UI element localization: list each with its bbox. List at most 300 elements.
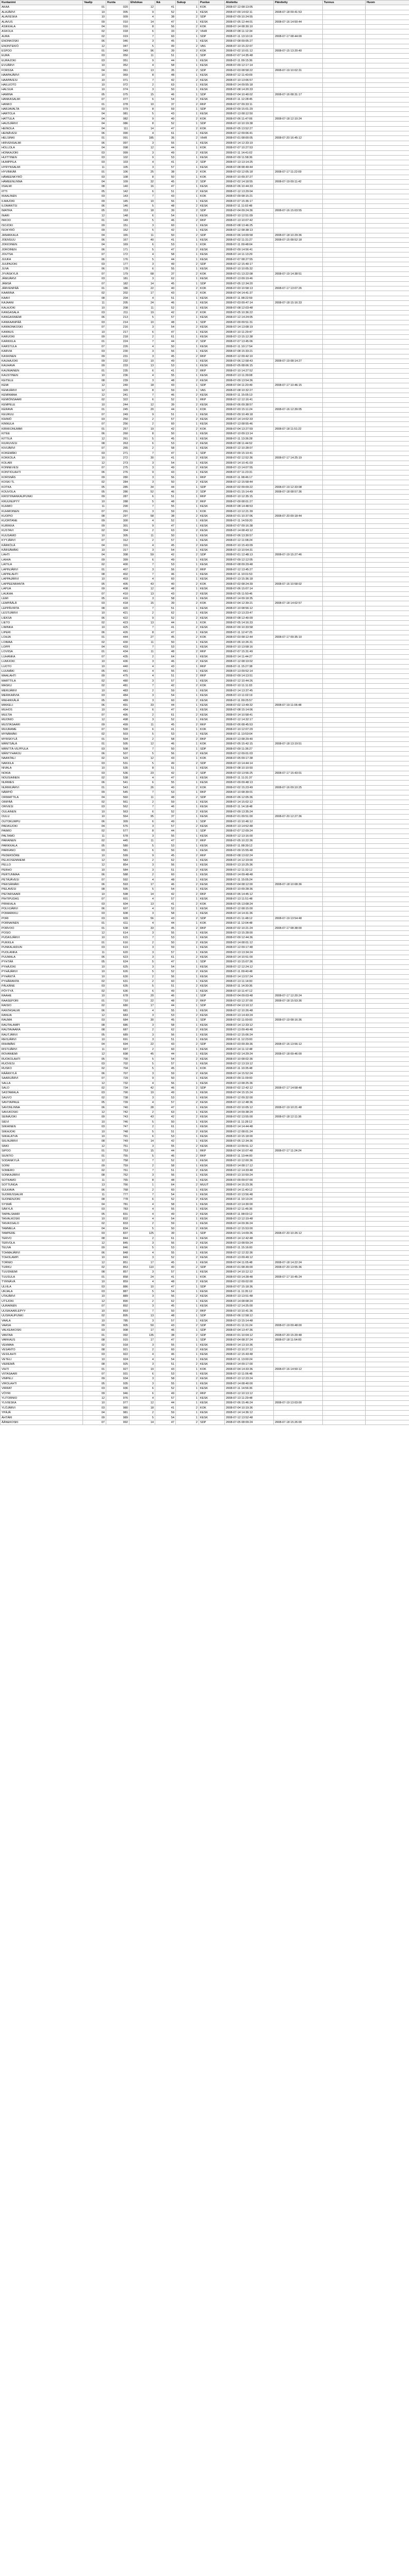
table-cell[interactable] (274, 402, 323, 407)
table-cell[interactable]: KESK (199, 533, 225, 538)
table-cell[interactable]: 3 (129, 1256, 155, 1260)
table-cell[interactable]: LOHJA (1, 635, 83, 640)
table-cell[interactable]: 05 (83, 960, 106, 964)
table-cell[interactable]: 06 (83, 238, 106, 242)
table-cell[interactable] (274, 945, 323, 950)
table-cell[interactable]: 686 (106, 1023, 129, 1027)
table-cell[interactable]: 263 (106, 441, 129, 446)
table-cell[interactable] (274, 1357, 323, 1362)
table-cell[interactable]: 280 (106, 475, 129, 480)
table-cell[interactable]: 2008-07-06 14:09:58 (225, 233, 274, 238)
table-cell[interactable] (366, 882, 409, 887)
table-cell[interactable]: SAVUKOSKI (1, 1110, 83, 1115)
table-cell[interactable]: 595 (106, 887, 129, 892)
table-cell[interactable]: SODANKYLÄ (1, 1159, 83, 1163)
table-cell[interactable]: 63 (155, 82, 176, 87)
table-cell[interactable] (323, 543, 366, 548)
table-cell[interactable]: 01 (83, 926, 106, 930)
table-cell[interactable]: MUURAME (1, 727, 83, 732)
table-cell[interactable]: 52 (155, 616, 176, 620)
table-cell[interactable] (323, 940, 366, 945)
table-cell[interactable]: 4 (129, 906, 155, 911)
table-cell[interactable]: KESK (199, 1299, 225, 1303)
table-cell[interactable]: 309 (106, 819, 129, 824)
table-cell[interactable] (323, 795, 366, 800)
table-cell[interactable]: PÖYTYÄ (1, 989, 83, 993)
table-cell[interactable]: 47 (155, 960, 176, 964)
table-cell[interactable]: KESK (199, 523, 225, 528)
table-cell[interactable]: 47 (155, 247, 176, 252)
table-cell[interactable]: VIHTI (1, 1367, 83, 1371)
table-cell[interactable] (366, 1304, 409, 1309)
table-cell[interactable]: 49 (155, 819, 176, 824)
table-cell[interactable]: 5 (129, 44, 155, 48)
table-cell[interactable]: 578 (106, 834, 129, 838)
table-cell[interactable]: 125 (129, 1231, 155, 1236)
table-cell[interactable]: 2008-07-17 11:24:24 (274, 1149, 323, 1154)
table-cell[interactable]: 1 (176, 936, 199, 940)
table-cell[interactable]: 55 (155, 1250, 176, 1255)
table-cell[interactable]: 49 (155, 1091, 176, 1095)
table-cell[interactable] (274, 466, 323, 470)
table-cell[interactable]: 5 (129, 112, 155, 116)
table-cell[interactable]: 06 (83, 1008, 106, 1013)
table-cell[interactable] (366, 432, 409, 436)
table-cell[interactable]: 2008-07-08 08:49:44 (225, 165, 274, 170)
table-cell[interactable] (323, 1280, 366, 1284)
table-cell[interactable]: JOENSUU (1, 238, 83, 242)
table-cell[interactable]: 41 (155, 368, 176, 373)
table-cell[interactable]: 887 (106, 1290, 129, 1294)
table-cell[interactable] (323, 1328, 366, 1333)
table-cell[interactable]: NOUSIAINEN (1, 776, 83, 781)
table-cell[interactable]: 1 (176, 54, 199, 58)
table-cell[interactable]: 1 (176, 557, 199, 562)
table-cell[interactable]: LEMI (1, 596, 83, 601)
table-cell[interactable] (323, 926, 366, 930)
table-cell[interactable]: KOK (199, 601, 225, 606)
table-cell[interactable] (323, 1377, 366, 1381)
table-cell[interactable]: 2008-07-11 15:16:00 (225, 1246, 274, 1250)
table-cell[interactable]: 10 (83, 1120, 106, 1124)
table-cell[interactable]: 2008-07-11 08:22:59 (225, 296, 274, 300)
table-cell[interactable]: 2008-07-13 10:07:42 (225, 218, 274, 223)
table-cell[interactable]: 2008-07-12 12:24:12 (225, 964, 274, 969)
table-cell[interactable]: 11 (83, 1178, 106, 1182)
table-cell[interactable] (323, 1091, 366, 1095)
table-cell[interactable] (274, 1183, 323, 1188)
table-cell[interactable]: SDP (199, 54, 225, 58)
table-cell[interactable] (323, 1309, 366, 1313)
table-cell[interactable]: KESK (199, 858, 225, 862)
table-cell[interactable]: 06 (83, 781, 106, 785)
table-cell[interactable]: 1 (176, 1091, 199, 1095)
table-cell[interactable]: FORSSA (1, 68, 83, 73)
table-cell[interactable]: KEMI (1, 383, 83, 388)
table-cell[interactable]: 50 (155, 432, 176, 436)
table-cell[interactable] (366, 1222, 409, 1226)
table-cell[interactable]: 1 (176, 548, 199, 552)
table-cell[interactable]: 53 (155, 243, 176, 247)
table-cell[interactable] (366, 611, 409, 616)
table-cell[interactable] (323, 974, 366, 979)
table-cell[interactable] (274, 78, 323, 82)
table-cell[interactable]: 561 (106, 800, 129, 805)
table-cell[interactable]: 2 (176, 650, 199, 654)
table-cell[interactable]: KESK (199, 1047, 225, 1052)
table-cell[interactable]: 1 (176, 1037, 199, 1042)
table-cell[interactable]: 36 (155, 136, 176, 141)
table-cell[interactable]: 235 (106, 368, 129, 373)
table-cell[interactable]: 58 (155, 911, 176, 916)
table-cell[interactable]: 2 (176, 1391, 199, 1396)
table-cell[interactable]: 2008-07-11 15:27:38 (225, 664, 274, 669)
table-cell[interactable]: 256 (106, 422, 129, 427)
table-cell[interactable] (366, 335, 409, 340)
table-cell[interactable]: 110 (129, 1265, 155, 1270)
table-cell[interactable] (323, 664, 366, 669)
table-cell[interactable]: 853 (106, 1265, 129, 1270)
table-cell[interactable] (323, 863, 366, 868)
table-cell[interactable]: 4 (129, 1357, 155, 1362)
table-cell[interactable] (366, 1173, 409, 1178)
table-cell[interactable] (323, 751, 366, 756)
table-cell[interactable]: 10 (83, 577, 106, 582)
table-cell[interactable]: KESK (199, 669, 225, 674)
table-cell[interactable]: KRUUNUPYY (1, 499, 83, 504)
table-cell[interactable] (366, 1371, 409, 1376)
table-cell[interactable]: MÄNTSÄLÄ (1, 742, 83, 747)
table-cell[interactable]: LAHTI (1, 553, 83, 557)
table-cell[interactable]: 2008-07-01 15:14:49 (225, 490, 274, 495)
table-cell[interactable] (274, 824, 323, 829)
table-cell[interactable]: 42 (155, 771, 176, 775)
table-cell[interactable]: 226 (106, 344, 129, 349)
table-cell[interactable]: 53 (155, 790, 176, 795)
table-cell[interactable]: 01 (83, 635, 106, 640)
table-cell[interactable] (366, 223, 409, 228)
table-cell[interactable]: 64 (155, 654, 176, 659)
table-cell[interactable]: KESK (199, 940, 225, 945)
table-cell[interactable]: 2 (176, 480, 199, 485)
table-cell[interactable]: 58 (155, 1163, 176, 1168)
table-cell[interactable] (274, 761, 323, 766)
table-cell[interactable]: KESK (199, 470, 225, 475)
column-header[interactable]: Ikä (155, 1, 176, 5)
table-cell[interactable]: 2008-07-13 13:51:48 (225, 1294, 274, 1299)
table-cell[interactable]: 2 (176, 354, 199, 359)
table-cell[interactable]: KESK (199, 974, 225, 979)
table-cell[interactable]: 2 (176, 955, 199, 960)
table-cell[interactable]: 2008-07-11 09:15:36 (225, 58, 274, 63)
table-cell[interactable]: 257 (106, 427, 129, 431)
table-cell[interactable] (366, 815, 409, 819)
table-cell[interactable]: 791 (106, 1134, 129, 1139)
table-cell[interactable]: 179 (106, 272, 129, 276)
table-cell[interactable]: 01 (83, 340, 106, 344)
table-cell[interactable]: KESK (199, 73, 225, 78)
table-cell[interactable]: 505 (106, 742, 129, 747)
table-cell[interactable]: 5 (129, 204, 155, 209)
table-cell[interactable] (323, 601, 366, 606)
table-cell[interactable] (366, 567, 409, 572)
table-cell[interactable] (366, 44, 409, 48)
table-cell[interactable]: 423 (106, 621, 129, 625)
table-cell[interactable] (366, 160, 409, 165)
table-cell[interactable]: 59 (155, 107, 176, 111)
table-cell[interactable]: 2 (176, 553, 199, 557)
table-cell[interactable]: KESK (199, 611, 225, 616)
table-cell[interactable]: 03 (83, 311, 106, 315)
table-cell[interactable]: 2008-07-02 12:42:12 (225, 1086, 274, 1091)
table-cell[interactable]: 4 (129, 897, 155, 902)
table-cell[interactable]: SDP (199, 15, 225, 20)
table-cell[interactable]: RKP (199, 354, 225, 359)
table-cell[interactable]: KESK (199, 1197, 225, 1202)
table-cell[interactable]: 51 (155, 1037, 176, 1042)
table-cell[interactable]: 1 (176, 1357, 199, 1362)
table-cell[interactable]: 12 (83, 1241, 106, 1246)
table-cell[interactable]: KOK (199, 408, 225, 412)
table-cell[interactable]: 598 (106, 892, 129, 896)
table-cell[interactable] (274, 262, 323, 266)
table-cell[interactable]: 42 (155, 553, 176, 557)
table-cell[interactable]: 37 (155, 815, 176, 819)
table-cell[interactable]: SDP (199, 451, 225, 455)
table-cell[interactable] (323, 621, 366, 625)
table-cell[interactable]: 854 (106, 863, 129, 868)
table-cell[interactable]: 4 (129, 1100, 155, 1105)
table-cell[interactable]: PIEKSÄMÄKI (1, 882, 83, 887)
table-cell[interactable]: 7 (129, 1168, 155, 1173)
table-cell[interactable] (323, 1338, 366, 1343)
table-cell[interactable]: 2008-07-12 15:40:17 (225, 262, 274, 266)
table-cell[interactable] (274, 156, 323, 160)
table-cell[interactable] (323, 964, 366, 969)
table-cell[interactable]: 400 (106, 563, 129, 567)
table-cell[interactable]: KESK (199, 204, 225, 209)
table-cell[interactable]: SAARIJÄRVI (1, 1076, 83, 1081)
table-cell[interactable]: 9 (129, 10, 155, 14)
table-cell[interactable]: 01 (83, 567, 106, 572)
table-cell[interactable]: 2008-07-13 15:28:00 (225, 931, 274, 936)
table-cell[interactable] (323, 141, 366, 145)
table-cell[interactable]: 576 (106, 824, 129, 829)
table-cell[interactable]: 2008-07-07 10:27:53 (225, 146, 274, 150)
table-cell[interactable]: VIROLAHTI (1, 1381, 83, 1386)
table-cell[interactable]: 60 (155, 873, 176, 877)
table-cell[interactable]: 11 (129, 839, 155, 843)
table-cell[interactable] (366, 970, 409, 974)
table-cell[interactable]: KALAJOKI (1, 306, 83, 310)
table-cell[interactable] (323, 698, 366, 703)
table-cell[interactable]: 2008-07-12 09:01:03 (225, 751, 274, 756)
table-cell[interactable]: 2008-07-12 13:29:04 (225, 189, 274, 194)
table-cell[interactable]: 2008-07-02 10:01:12 (225, 49, 274, 54)
table-cell[interactable]: 407 (106, 567, 129, 572)
table-cell[interactable] (274, 218, 323, 223)
table-cell[interactable] (366, 218, 409, 223)
table-cell[interactable]: KANNONKOSKI (1, 325, 83, 330)
table-cell[interactable]: 12 (83, 461, 106, 465)
table-cell[interactable]: KESK (199, 1120, 225, 1124)
table-cell[interactable]: 2008-07-08 15:33:21 (225, 349, 274, 354)
table-cell[interactable]: 2008-07-18 11:51:22 (274, 427, 323, 431)
table-cell[interactable]: SDP (199, 819, 225, 824)
table-cell[interactable] (323, 824, 366, 829)
table-cell[interactable] (274, 640, 323, 645)
table-cell[interactable]: 12 (83, 1013, 106, 1018)
table-cell[interactable] (366, 1207, 409, 1212)
table-cell[interactable]: 03 (83, 902, 106, 906)
table-cell[interactable]: SOTKAMO (1, 1178, 83, 1182)
table-cell[interactable]: 06 (83, 1250, 106, 1255)
table-cell[interactable]: SDP (199, 771, 225, 775)
table-cell[interactable] (366, 1028, 409, 1032)
table-cell[interactable]: 1 (176, 432, 199, 436)
table-cell[interactable]: 40 (155, 785, 176, 790)
table-cell[interactable] (323, 378, 366, 383)
table-cell[interactable]: 11 (129, 650, 155, 654)
table-cell[interactable]: TAIVASSALO (1, 1222, 83, 1226)
table-cell[interactable]: 2 (176, 926, 199, 930)
table-cell[interactable]: SALLA (1, 1081, 83, 1086)
table-cell[interactable] (323, 708, 366, 713)
table-cell[interactable] (323, 732, 366, 737)
table-cell[interactable]: 1 (176, 1023, 199, 1027)
table-cell[interactable]: 2 (176, 180, 199, 184)
table-cell[interactable] (323, 921, 366, 926)
table-cell[interactable]: 1 (176, 509, 199, 514)
table-cell[interactable] (323, 1066, 366, 1071)
table-cell[interactable]: 2008-07-13 12:21:39 (225, 509, 274, 514)
table-cell[interactable]: KIHNIÖ (1, 417, 83, 421)
table-cell[interactable]: 1 (176, 964, 199, 969)
table-cell[interactable]: 01 (83, 921, 106, 926)
table-cell[interactable] (366, 563, 409, 567)
table-cell[interactable]: 2 (176, 1265, 199, 1270)
table-cell[interactable]: 1 (176, 451, 199, 455)
table-cell[interactable]: KESK (199, 834, 225, 838)
table-cell[interactable] (323, 1381, 366, 1386)
table-cell[interactable]: 11 (83, 834, 106, 838)
table-cell[interactable] (366, 1018, 409, 1023)
table-cell[interactable]: 1 (176, 422, 199, 427)
table-cell[interactable]: 2008-07-15 08:52:18 (274, 238, 323, 242)
table-cell[interactable] (274, 189, 323, 194)
table-cell[interactable]: 05 (83, 582, 106, 586)
table-cell[interactable]: 1 (176, 1343, 199, 1347)
table-cell[interactable]: KESK (199, 563, 225, 567)
table-cell[interactable]: 6 (129, 29, 155, 34)
table-cell[interactable]: SDP (199, 761, 225, 766)
table-cell[interactable]: SDP (199, 1018, 225, 1023)
table-cell[interactable]: 1 (176, 1134, 199, 1139)
table-cell[interactable]: KESK (199, 1357, 225, 1362)
table-cell[interactable]: MULTIA (1, 713, 83, 717)
table-cell[interactable] (274, 257, 323, 262)
table-cell[interactable]: 2 (176, 1280, 199, 1284)
table-cell[interactable]: 1 (176, 805, 199, 809)
table-cell[interactable]: 402 (106, 572, 129, 577)
table-cell[interactable]: 1 (176, 1139, 199, 1144)
table-cell[interactable]: 2008-07-12 11:08:24 (225, 538, 274, 543)
table-cell[interactable]: 1 (176, 1105, 199, 1110)
table-cell[interactable] (366, 102, 409, 107)
table-cell[interactable]: 58 (155, 1023, 176, 1027)
table-cell[interactable] (323, 92, 366, 97)
table-cell[interactable]: 2008-07-12 09:02:00 (225, 1280, 274, 1284)
table-cell[interactable]: 45 (155, 1066, 176, 1071)
table-cell[interactable]: 14 (129, 892, 155, 896)
table-cell[interactable] (274, 1391, 323, 1396)
table-cell[interactable]: 1 (176, 1173, 199, 1178)
table-cell[interactable] (323, 635, 366, 640)
table-cell[interactable]: 2008-07-05 14:16:33 (225, 621, 274, 625)
table-cell[interactable] (323, 1042, 366, 1047)
table-cell[interactable] (323, 984, 366, 989)
table-cell[interactable]: 57 (155, 897, 176, 902)
table-cell[interactable] (274, 819, 323, 824)
table-cell[interactable]: 2 (176, 247, 199, 252)
table-cell[interactable]: 2 (129, 1222, 155, 1226)
table-cell[interactable]: 422 (106, 616, 129, 620)
table-cell[interactable]: 08 (83, 887, 106, 892)
table-cell[interactable]: 7 (129, 790, 155, 795)
table-cell[interactable]: MÄNTTÄ-VILPPULA (1, 747, 83, 751)
table-cell[interactable]: RKP (199, 218, 225, 223)
table-cell[interactable]: 39 (155, 49, 176, 54)
table-cell[interactable] (274, 659, 323, 664)
table-cell[interactable]: 2008-07-10 11:11:03 (225, 684, 274, 688)
table-cell[interactable] (366, 538, 409, 543)
table-cell[interactable]: 6 (129, 267, 155, 272)
table-cell[interactable]: 2008-07-10 09:13:14 (225, 432, 274, 436)
table-cell[interactable]: KESK (199, 1411, 225, 1415)
table-cell[interactable]: 105 (106, 165, 129, 170)
table-cell[interactable] (323, 499, 366, 504)
table-cell[interactable]: 54 (155, 325, 176, 330)
table-cell[interactable]: 54 (155, 887, 176, 892)
table-cell[interactable]: 54 (155, 1057, 176, 1061)
table-cell[interactable] (366, 325, 409, 330)
table-cell[interactable] (323, 436, 366, 441)
table-cell[interactable]: 1 (176, 315, 199, 320)
table-cell[interactable]: 43 (155, 291, 176, 296)
table-cell[interactable]: 59 (155, 945, 176, 950)
table-cell[interactable]: 918 (106, 1343, 129, 1347)
table-cell[interactable]: 2008-07-10 12:51:09 (225, 213, 274, 218)
table-cell[interactable] (366, 1163, 409, 1168)
table-cell[interactable]: KESK (199, 529, 225, 533)
table-cell[interactable] (323, 718, 366, 722)
table-cell[interactable]: 1 (176, 1299, 199, 1303)
table-cell[interactable] (274, 175, 323, 179)
table-cell[interactable] (366, 1013, 409, 1018)
table-cell[interactable]: 2008-07-02 12:52:36 (225, 456, 274, 461)
table-cell[interactable]: 2 (176, 970, 199, 974)
table-cell[interactable]: 2 (129, 82, 155, 87)
table-cell[interactable]: SDP (199, 68, 225, 73)
table-cell[interactable]: 2 (176, 1241, 199, 1246)
table-cell[interactable] (274, 470, 323, 475)
table-cell[interactable] (323, 1216, 366, 1221)
table-cell[interactable]: PEDERSÖRE (1, 853, 83, 858)
table-cell[interactable]: 1 (176, 858, 199, 862)
table-cell[interactable]: KOK (199, 921, 225, 926)
table-cell[interactable] (366, 906, 409, 911)
table-cell[interactable]: 1 (176, 495, 199, 499)
